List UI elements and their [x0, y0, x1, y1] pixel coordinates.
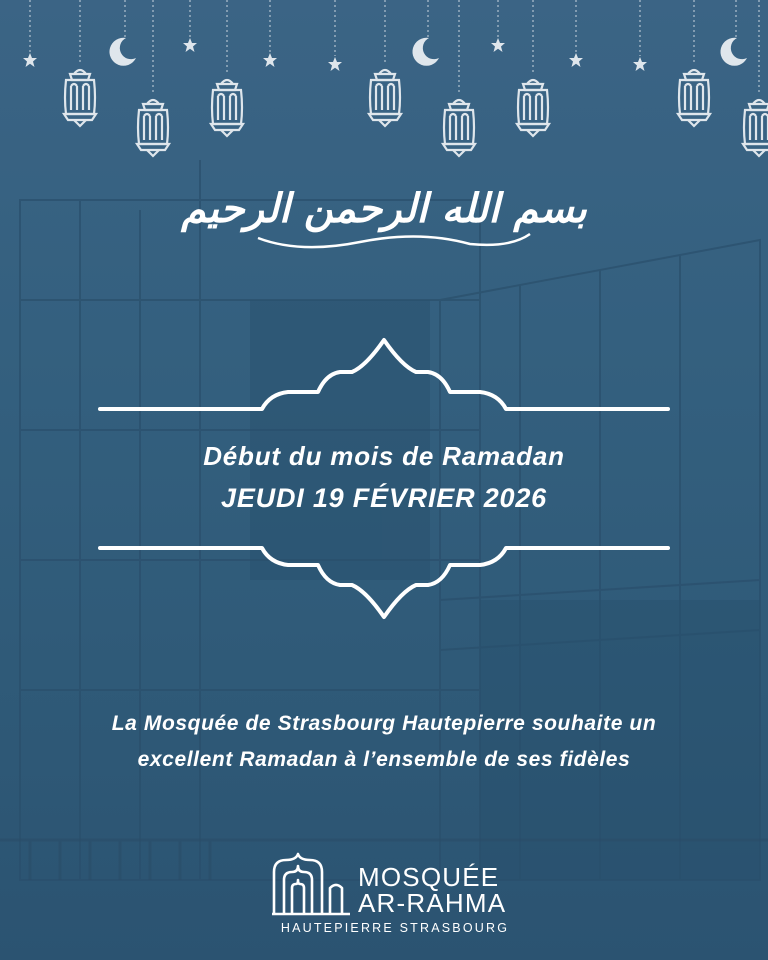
svg-text:بسم الله الرحمن الرحيم: بسم الله الرحمن الرحيم — [181, 186, 587, 232]
mosque-arch-logo-icon — [270, 852, 352, 916]
logo-title-line-1: MOSQUÉE — [358, 862, 500, 892]
greeting-message-line-1: La Mosquée de Strasbourg Hautepierre souhaite un — [111, 712, 657, 735]
greeting-message-line-2: excellent Ramadan à l’ensemble de ses fidèles — [137, 748, 631, 771]
headline-title: Début du mois de Ramadan — [203, 441, 565, 471]
logo-title-line-2: AR-RAHMA — [358, 888, 507, 918]
headline-date: JEUDI 19 FÉVRIER 2026 — [221, 483, 547, 513]
logo-location: HAUTEPIERRE STRASBOURG — [280, 921, 510, 935]
